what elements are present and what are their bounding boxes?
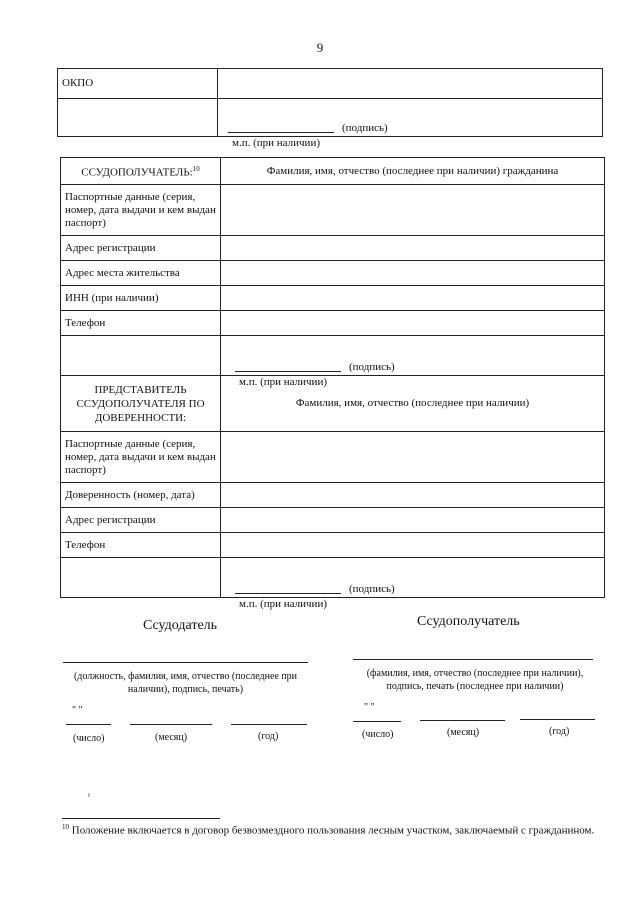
signature-caption: (подпись) bbox=[349, 360, 395, 373]
borrower-signature-line[interactable] bbox=[353, 659, 593, 660]
borrower-month-caption: (месяц) bbox=[447, 727, 480, 738]
rep-passport-label: Паспортные данные (серия, номер, дата выдачи и кем выдан паспорт) bbox=[61, 432, 221, 483]
borrower-name-caption: Фамилия, имя, отчество (последнее при наличии) гражданина bbox=[221, 158, 605, 185]
borrower-year-line[interactable] bbox=[520, 719, 595, 720]
footnote-ref: 10 bbox=[192, 164, 200, 173]
borrower-day-caption: (число) bbox=[362, 729, 394, 740]
borrower-day-line[interactable] bbox=[353, 721, 401, 722]
footnote bbox=[62, 820, 612, 839]
phone-field[interactable] bbox=[221, 311, 605, 336]
residence-address-field[interactable] bbox=[221, 261, 605, 286]
signature-line bbox=[228, 132, 334, 133]
rep-passport-field[interactable] bbox=[221, 432, 605, 483]
footnote-number: 10 bbox=[62, 823, 69, 831]
signature-line bbox=[235, 593, 341, 594]
phone-label: Телефон bbox=[61, 311, 221, 336]
lender-caption: (должность, фамилия, имя, отчество (последнее при наличии), подпись, печать) bbox=[73, 671, 298, 695]
lender-day-caption: (число) bbox=[73, 733, 105, 744]
lender-year-line[interactable] bbox=[231, 724, 307, 725]
footnote-text: Положение включается в договор безвозмездного пользования лесным участком, заключаемый с гражданином. bbox=[71, 824, 595, 837]
rep-registration-address-field[interactable] bbox=[221, 508, 605, 533]
okpo-signature-cell[interactable] bbox=[218, 99, 603, 149]
okpo-value-cell[interactable] bbox=[218, 69, 603, 99]
registration-address-label: Адрес регистрации bbox=[61, 236, 221, 261]
page-number: 9 bbox=[316, 40, 324, 55]
lender-date-quotes: " " bbox=[72, 705, 83, 716]
rep-registration-address-label: Адрес регистрации bbox=[61, 508, 221, 533]
inn-label: ИНН (при наличии) bbox=[61, 286, 221, 311]
borrower-table bbox=[60, 157, 605, 610]
borrower-signature-cell[interactable] bbox=[221, 336, 605, 388]
lender-signature-line[interactable] bbox=[63, 662, 308, 663]
inn-field[interactable] bbox=[221, 286, 605, 311]
seal-caption: м.п. (при наличии) bbox=[232, 136, 320, 149]
borrower-year-caption: (год) bbox=[549, 726, 570, 737]
passport-field[interactable] bbox=[221, 185, 605, 236]
signature-caption: (подпись) bbox=[342, 121, 388, 134]
borrower-sign-empty-cell bbox=[61, 336, 221, 376]
lender-month-caption: (месяц) bbox=[155, 732, 188, 743]
rep-phone-label: Телефон bbox=[61, 533, 221, 558]
registration-address-field[interactable] bbox=[221, 236, 605, 261]
lender-title: Ссудодатель bbox=[143, 618, 218, 633]
power-of-attorney-label: Доверенность (номер, дата) bbox=[61, 483, 221, 508]
borrower-caption: (фамилия, имя, отчество (последнее при наличии), подпись, печать (последнее при наличии) bbox=[366, 668, 584, 692]
okpo-table bbox=[57, 68, 603, 149]
borrower-month-line[interactable] bbox=[420, 720, 505, 721]
rep-signature-cell[interactable] bbox=[221, 558, 605, 610]
okpo-label: ОКПО bbox=[58, 69, 218, 99]
scan-mark bbox=[88, 793, 90, 797]
passport-label: Паспортные данные (серия, номер, дата выдачи и кем выдан паспорт) bbox=[61, 185, 221, 236]
signature-caption: (подпись) bbox=[349, 582, 395, 595]
power-of-attorney-field[interactable] bbox=[221, 483, 605, 508]
lender-month-line[interactable] bbox=[130, 724, 212, 725]
borrower-date-quotes: " " bbox=[364, 702, 375, 713]
seal-caption: м.п. (при наличии) bbox=[239, 375, 327, 388]
borrower-title: Ссудополучатель bbox=[417, 614, 520, 629]
representative-label: ПРЕДСТАВИТЕЛЬ ССУДОПОЛУЧАТЕЛЯ ПО ДОВЕРЕННОСТИ: bbox=[61, 376, 221, 432]
signature-line bbox=[235, 371, 341, 372]
rep-sign-empty-cell bbox=[61, 558, 221, 598]
lender-year-caption: (год) bbox=[258, 731, 279, 742]
rep-phone-field[interactable] bbox=[221, 533, 605, 558]
footnote-divider bbox=[62, 818, 220, 819]
okpo-empty-cell bbox=[58, 99, 218, 137]
borrower-header-label: ССУДОПОЛУЧАТЕЛЬ:$^{10}$ bbox=[61, 158, 221, 185]
residence-address-label: Адрес места жительства bbox=[61, 261, 221, 286]
lender-day-line[interactable] bbox=[66, 724, 111, 725]
representative-name-caption: Фамилия, имя, отчество (последнее при наличии) bbox=[221, 376, 605, 432]
seal-caption: м.п. (при наличии) bbox=[239, 597, 327, 610]
